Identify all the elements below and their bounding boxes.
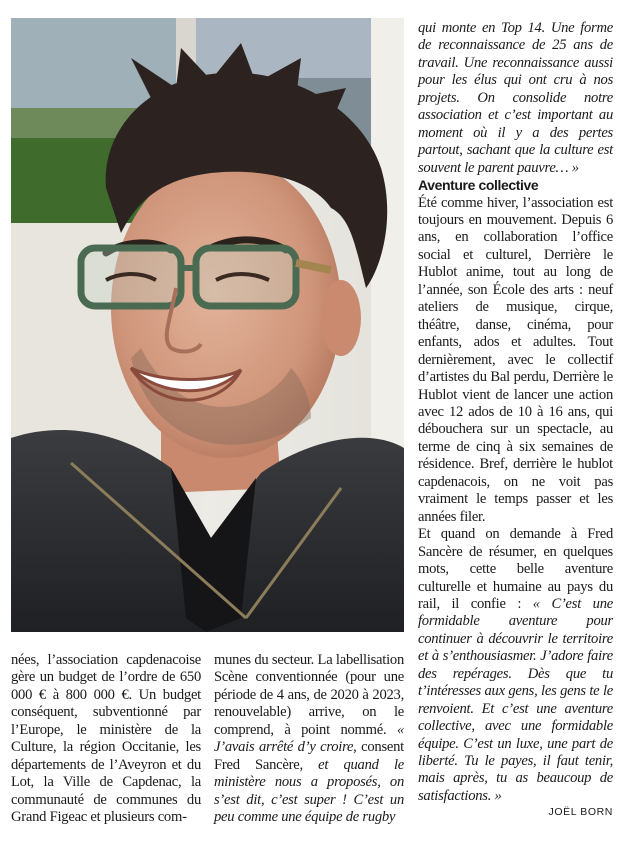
right-column (418, 20, 613, 805)
quote-start: « J’avais arrêté d’y croire, (214, 721, 404, 756)
bottom-middle-column (214, 652, 404, 827)
paragraph-1: Été comme hiver, l’association est toujours en mouvement. Depuis 6 ans, en collaboration l’office social et culturel, Derrière le Hublot anime, tout au long de l’année, son École des arts : neuf ateliers de musique, cirque, théâtre, danse, cinéma, pour enfants, ados et adultes. Tout dernièrement, avec le collectif d’artistes du Bal perdu, Derrière le Hublot vient de lancer une action avec 12 ados de 10 à 16 ans, qui débouchera sur un spectacle, au terme de cinq à six semaines de résidence. Bref, derrière le hublot capdenacois, on ne voit pas vraiment le temps passer et les années filer. (418, 194, 613, 525)
paragraph-2-intro: Et quand on demande à Fred Sancère de résumer, en quelques mots, cette belle aventure culturelle et humaine au pays du rail, il confie : (418, 526, 613, 612)
bottom-left-text: nées, l’association capdenacoise gère un budget de l’ordre de 650 000 € à 800 000 €. Un budget conséquent, subventionné par l’Europe, le ministère de la Culture, la région Occitanie, les départements de l’Aveyron et du Lot, la Ville de Capdenac, la communauté de communes du Grand Figeac et plusieurs com- (11, 652, 201, 826)
portrait-icon (11, 18, 404, 632)
paragraph-2 (418, 526, 613, 805)
bottom-middle-paragraph (214, 652, 404, 827)
quote-end: qui monte en Top 14. Une forme de reconnaissance de 25 ans de travail. Une reconnaissance aussi pour les élus qui ont cru à nos projets. On consolide notre association et c’est important au moment où il y a des pertes partout, sachant que la culture est souvent le parent pauvre… » (418, 20, 613, 176)
paragraph-2-quote: « C’est une formidable aventure pour continuer à découvrir le territoire et à s’enthousiasmer. J’adore faire des repérages. Dès que tu t’intéresses aux gens, les gens te le renvoient. Et c’est une aventure collective, avec une formidable équipe. C’est un luxe, une part de liberté. Tu le payes, il faut tenir, mais après, tu as beaucoup de satisfactions. » (418, 595, 613, 804)
quote-rest: et quand le ministère nous a proposés, on s’est dit, c’est super ! C’est un peu comme une équipe de rugby (214, 756, 404, 826)
bottom-left-column (11, 652, 201, 827)
bottom-middle-text: munes du secteur. La labellisation Scène conventionnée (pour une période de 4 ans, de 2020 à 2023, renouvelable) arrive, on le comprend, à point nommé. (214, 652, 404, 738)
byline: JOËL BORN (548, 806, 613, 818)
portrait-photo (11, 18, 404, 632)
subhead: Aventure collective (418, 177, 539, 194)
attribution: consent Fred Sancère, (214, 739, 404, 773)
